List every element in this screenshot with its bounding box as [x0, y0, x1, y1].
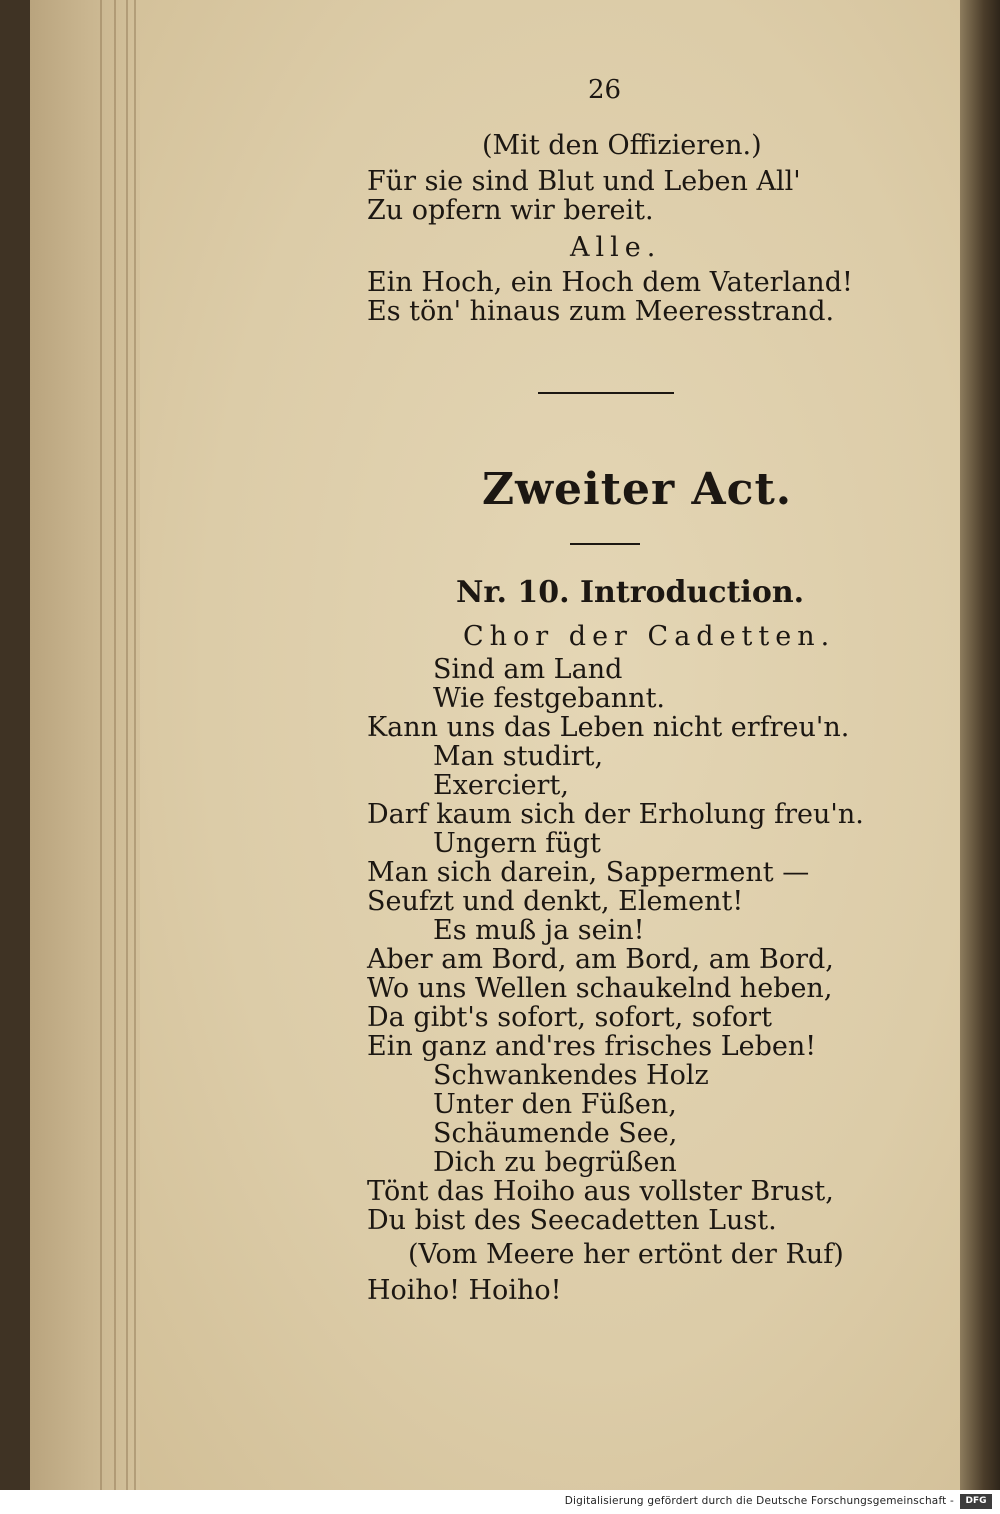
dfg-logo: DFG	[960, 1494, 992, 1509]
verse-line: Tönt das Hoiho aus vollster Brust,	[367, 1176, 834, 1207]
footer-credit: Digitalisierung gefördert durch die Deutsche Forschungsgemeinschaft -	[564, 1495, 954, 1507]
verse-line: Kann uns das Leben nicht erfreu'n.	[367, 712, 850, 743]
verse-line: Darf kaum sich der Erholung freu'n.	[367, 799, 864, 830]
verse-line: Zu opfern wir bereit.	[367, 195, 654, 226]
page-edge-line	[114, 0, 116, 1490]
title-divider	[570, 543, 640, 545]
verse-line: Du bist des Seecadetten Lust.	[367, 1205, 777, 1236]
stage-direction: (Vom Meere her ertönt der Ruf)	[408, 1239, 844, 1270]
footer-bar	[0, 1490, 1000, 1514]
speaker-label: Chor der Cadetten.	[463, 621, 836, 652]
verse-line: Ungern fügt	[433, 828, 601, 859]
verse-line: Schwankendes Holz	[433, 1060, 709, 1091]
verse-line: Exerciert,	[433, 770, 569, 801]
verse-line: Da gibt's sofort, sofort, sofort	[367, 1002, 772, 1033]
verse-line: Für sie sind Blut und Leben All'	[367, 166, 801, 197]
verse-line: Unter den Füßen,	[433, 1089, 677, 1120]
verse-line: Man studirt,	[433, 741, 604, 772]
binding-shadow	[960, 0, 1000, 1490]
verse-line: Ein Hoch, ein Hoch dem Vaterland!	[367, 267, 853, 298]
verse-line: Dich zu begrüßen	[433, 1147, 677, 1178]
verse-line: Wo uns Wellen schaukelnd heben,	[367, 973, 833, 1004]
page-edge-line	[134, 0, 136, 1490]
verse-line: Ein ganz and'res frisches Leben!	[367, 1031, 817, 1062]
verse-line: Hoiho! Hoiho!	[367, 1275, 562, 1306]
page-number: 26	[588, 75, 622, 105]
verse-line: Es muß ja sein!	[433, 915, 645, 946]
verse-line: Wie festgebannt.	[433, 683, 666, 714]
verse-line: Seufzt und denkt, Element!	[367, 886, 744, 917]
act-title: Zweiter Act.	[482, 464, 793, 515]
speaker-label: Alle.	[570, 232, 662, 263]
section-divider	[538, 392, 674, 394]
verse-line: Sind am Land	[433, 654, 623, 685]
page-edge-line	[100, 0, 102, 1490]
verse-line: Aber am Bord, am Bord, am Bord,	[367, 944, 834, 975]
number-title: Nr. 10. Introduction.	[456, 575, 805, 610]
verse-line: Schäumende See,	[433, 1118, 678, 1149]
verse-line: Es tön' hinaus zum Meeresstrand.	[367, 296, 835, 327]
verse-line: Man sich darein, Sapperment —	[367, 857, 810, 888]
stage-direction: (Mit den Offizieren.)	[482, 130, 762, 161]
page-edge-line	[126, 0, 128, 1490]
